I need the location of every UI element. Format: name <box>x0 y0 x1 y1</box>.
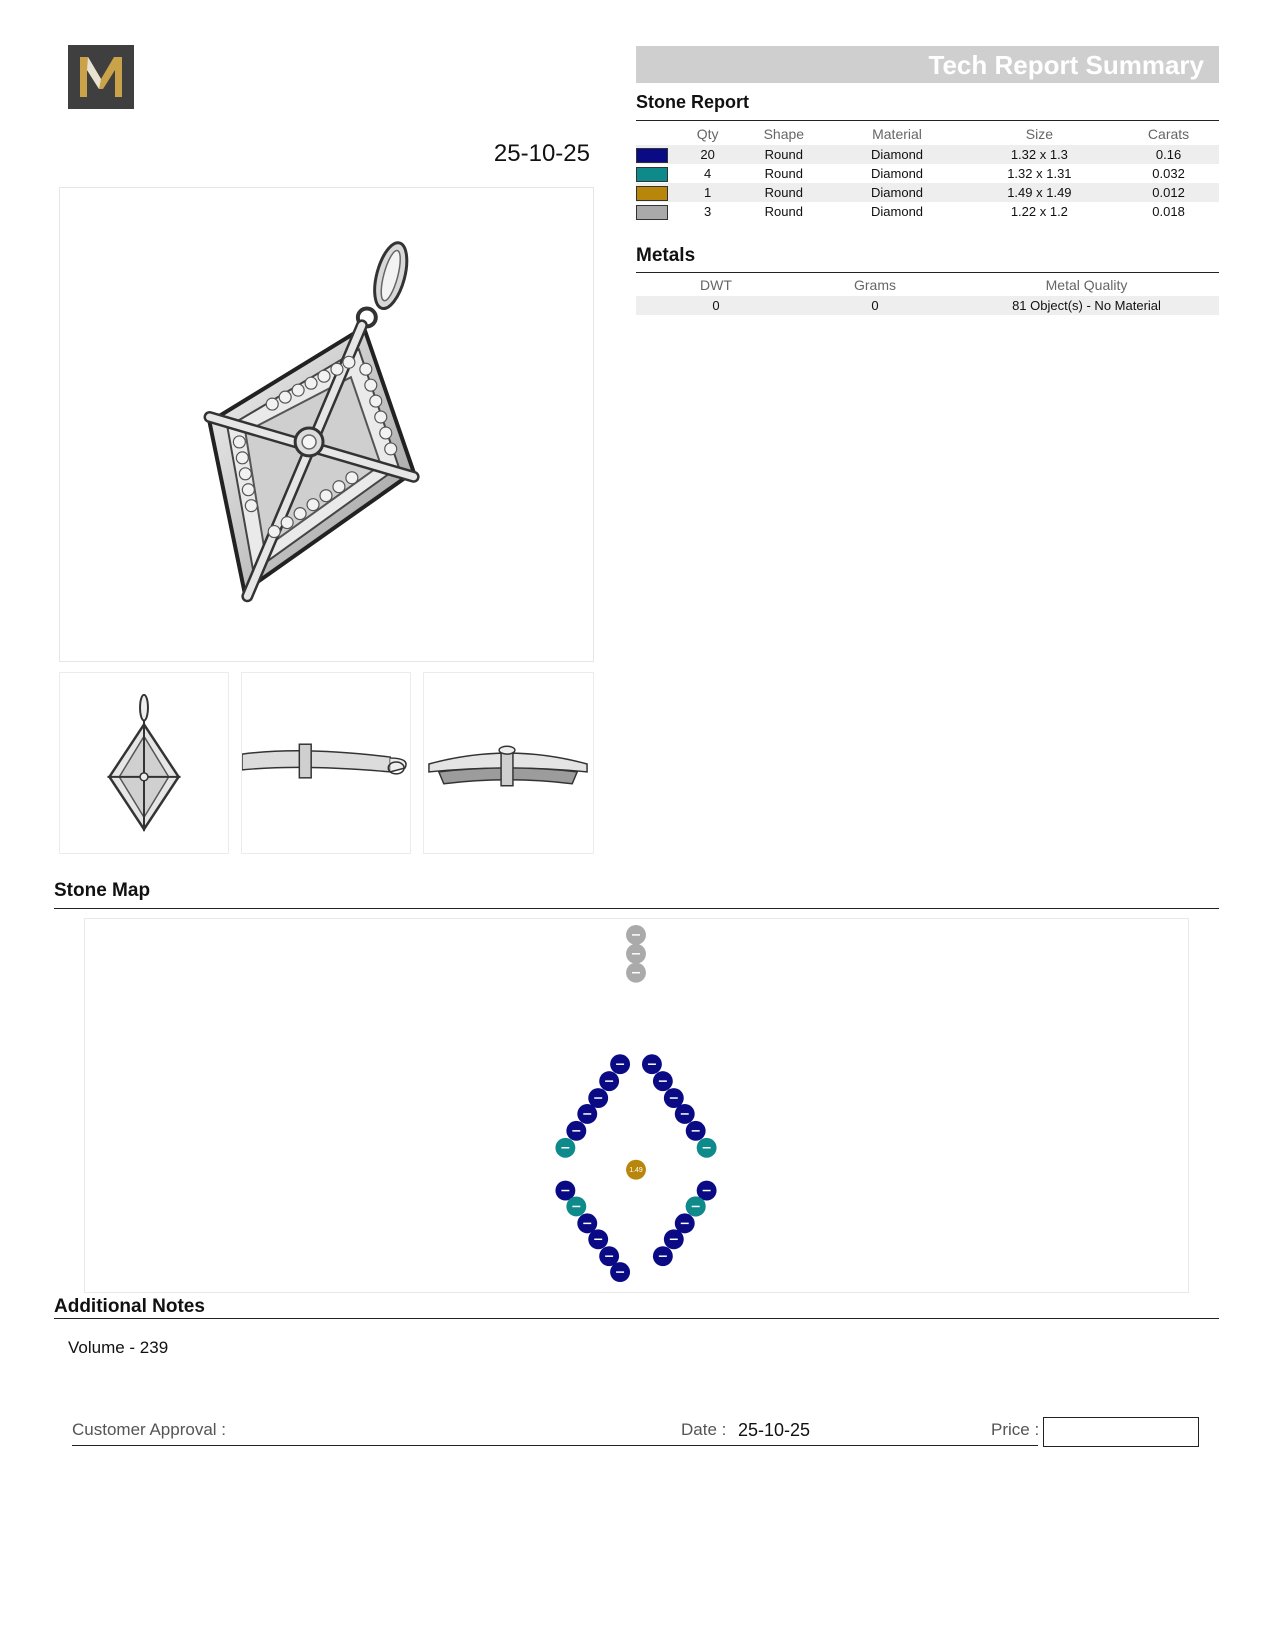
stone-marker <box>675 1104 695 1124</box>
stone-marker <box>664 1229 684 1249</box>
report-title-banner <box>636 46 1219 83</box>
stone-marker <box>626 944 646 964</box>
col-material: Material <box>872 126 922 142</box>
stone-marker <box>686 1121 706 1141</box>
col-dwt: DWT <box>700 277 732 293</box>
notes-rule <box>54 1318 1219 1319</box>
stone-color-swatch <box>636 186 668 201</box>
stone-marker <box>610 1262 630 1282</box>
stone-marker <box>653 1246 673 1266</box>
metals-table <box>636 274 1219 315</box>
logo-m-icon <box>76 55 126 99</box>
stone-marker <box>653 1071 673 1091</box>
stone-map-canvas <box>85 919 1188 1292</box>
svg-text:1.49: 1.49 <box>629 1167 643 1175</box>
stone-marker <box>588 1229 608 1249</box>
stone-marker <box>686 1197 706 1217</box>
pendant-front-image <box>60 673 228 853</box>
stone-marker <box>626 925 646 945</box>
col-size: Size <box>1025 126 1053 142</box>
pendant-top-image <box>424 673 593 853</box>
stone-marker <box>626 963 646 983</box>
header-date: 25-10-25 <box>493 140 590 167</box>
approval-date-label: Date : <box>681 1420 727 1439</box>
table-row: 20 Round Diamond 1.32 x 1.3 0.16 <box>636 145 1219 164</box>
stone-report-table <box>636 123 1219 221</box>
stone-marker <box>577 1104 597 1124</box>
stone-color-swatch <box>636 205 668 220</box>
stone-marker <box>566 1197 586 1217</box>
stone-map-rule <box>54 908 1219 909</box>
stone-report-rule <box>636 120 1219 121</box>
stone-marker <box>566 1121 586 1141</box>
stone-map-diagram <box>84 918 1189 1293</box>
stone-color-swatch <box>636 167 668 182</box>
table-row: 0 0 81 Object(s) - No Material <box>636 296 1219 315</box>
stone-marker <box>599 1071 619 1091</box>
stone-marker <box>697 1138 717 1158</box>
approval-date-value: 25-10-25 <box>738 1420 811 1440</box>
stone-marker <box>555 1138 575 1158</box>
pendant-render-image <box>60 188 593 661</box>
col-qty: Qty <box>696 126 719 142</box>
stone-map-heading: Stone Map <box>54 880 151 901</box>
notes-text: Volume - 239 <box>68 1338 169 1357</box>
thumbnail-top-view[interactable] <box>423 672 594 854</box>
report-title: Tech Report Summary <box>928 50 1204 80</box>
table-row: 3 Round Diamond 1.22 x 1.2 0.018 <box>636 202 1219 221</box>
price-field[interactable] <box>1043 1417 1199 1447</box>
stone-table-header <box>636 123 1219 145</box>
stone-marker <box>642 1054 662 1074</box>
stone-report-heading: Stone Report <box>636 92 750 112</box>
stone-marker <box>626 1160 646 1180</box>
customer-approval-label: Customer Approval : <box>72 1420 227 1439</box>
table-row: 4 Round Diamond 1.32 x 1.31 0.032 <box>636 164 1219 183</box>
thumbnail-side-view[interactable] <box>241 672 411 854</box>
stone-marker <box>610 1054 630 1074</box>
col-grams: Grams <box>854 277 896 293</box>
price-label: Price : <box>991 1420 1040 1439</box>
col-metal-quality: Metal Quality <box>1045 277 1128 293</box>
approval-signature-line <box>72 1445 1038 1446</box>
additional-notes-heading: Additional Notes <box>54 1296 205 1317</box>
col-carats: Carats <box>1147 126 1190 142</box>
metals-table-header <box>636 274 1219 296</box>
thumbnail-front-view[interactable] <box>59 672 229 854</box>
metals-rule <box>636 272 1219 273</box>
table-row: 1 Round Diamond 1.49 x 1.49 0.012 <box>636 183 1219 202</box>
pendant-side-image <box>242 673 410 853</box>
col-shape: Shape <box>763 126 805 142</box>
company-logo <box>68 45 134 109</box>
stone-color-swatch <box>636 148 668 163</box>
metals-heading: Metals <box>636 245 696 266</box>
main-render-view <box>59 187 594 662</box>
